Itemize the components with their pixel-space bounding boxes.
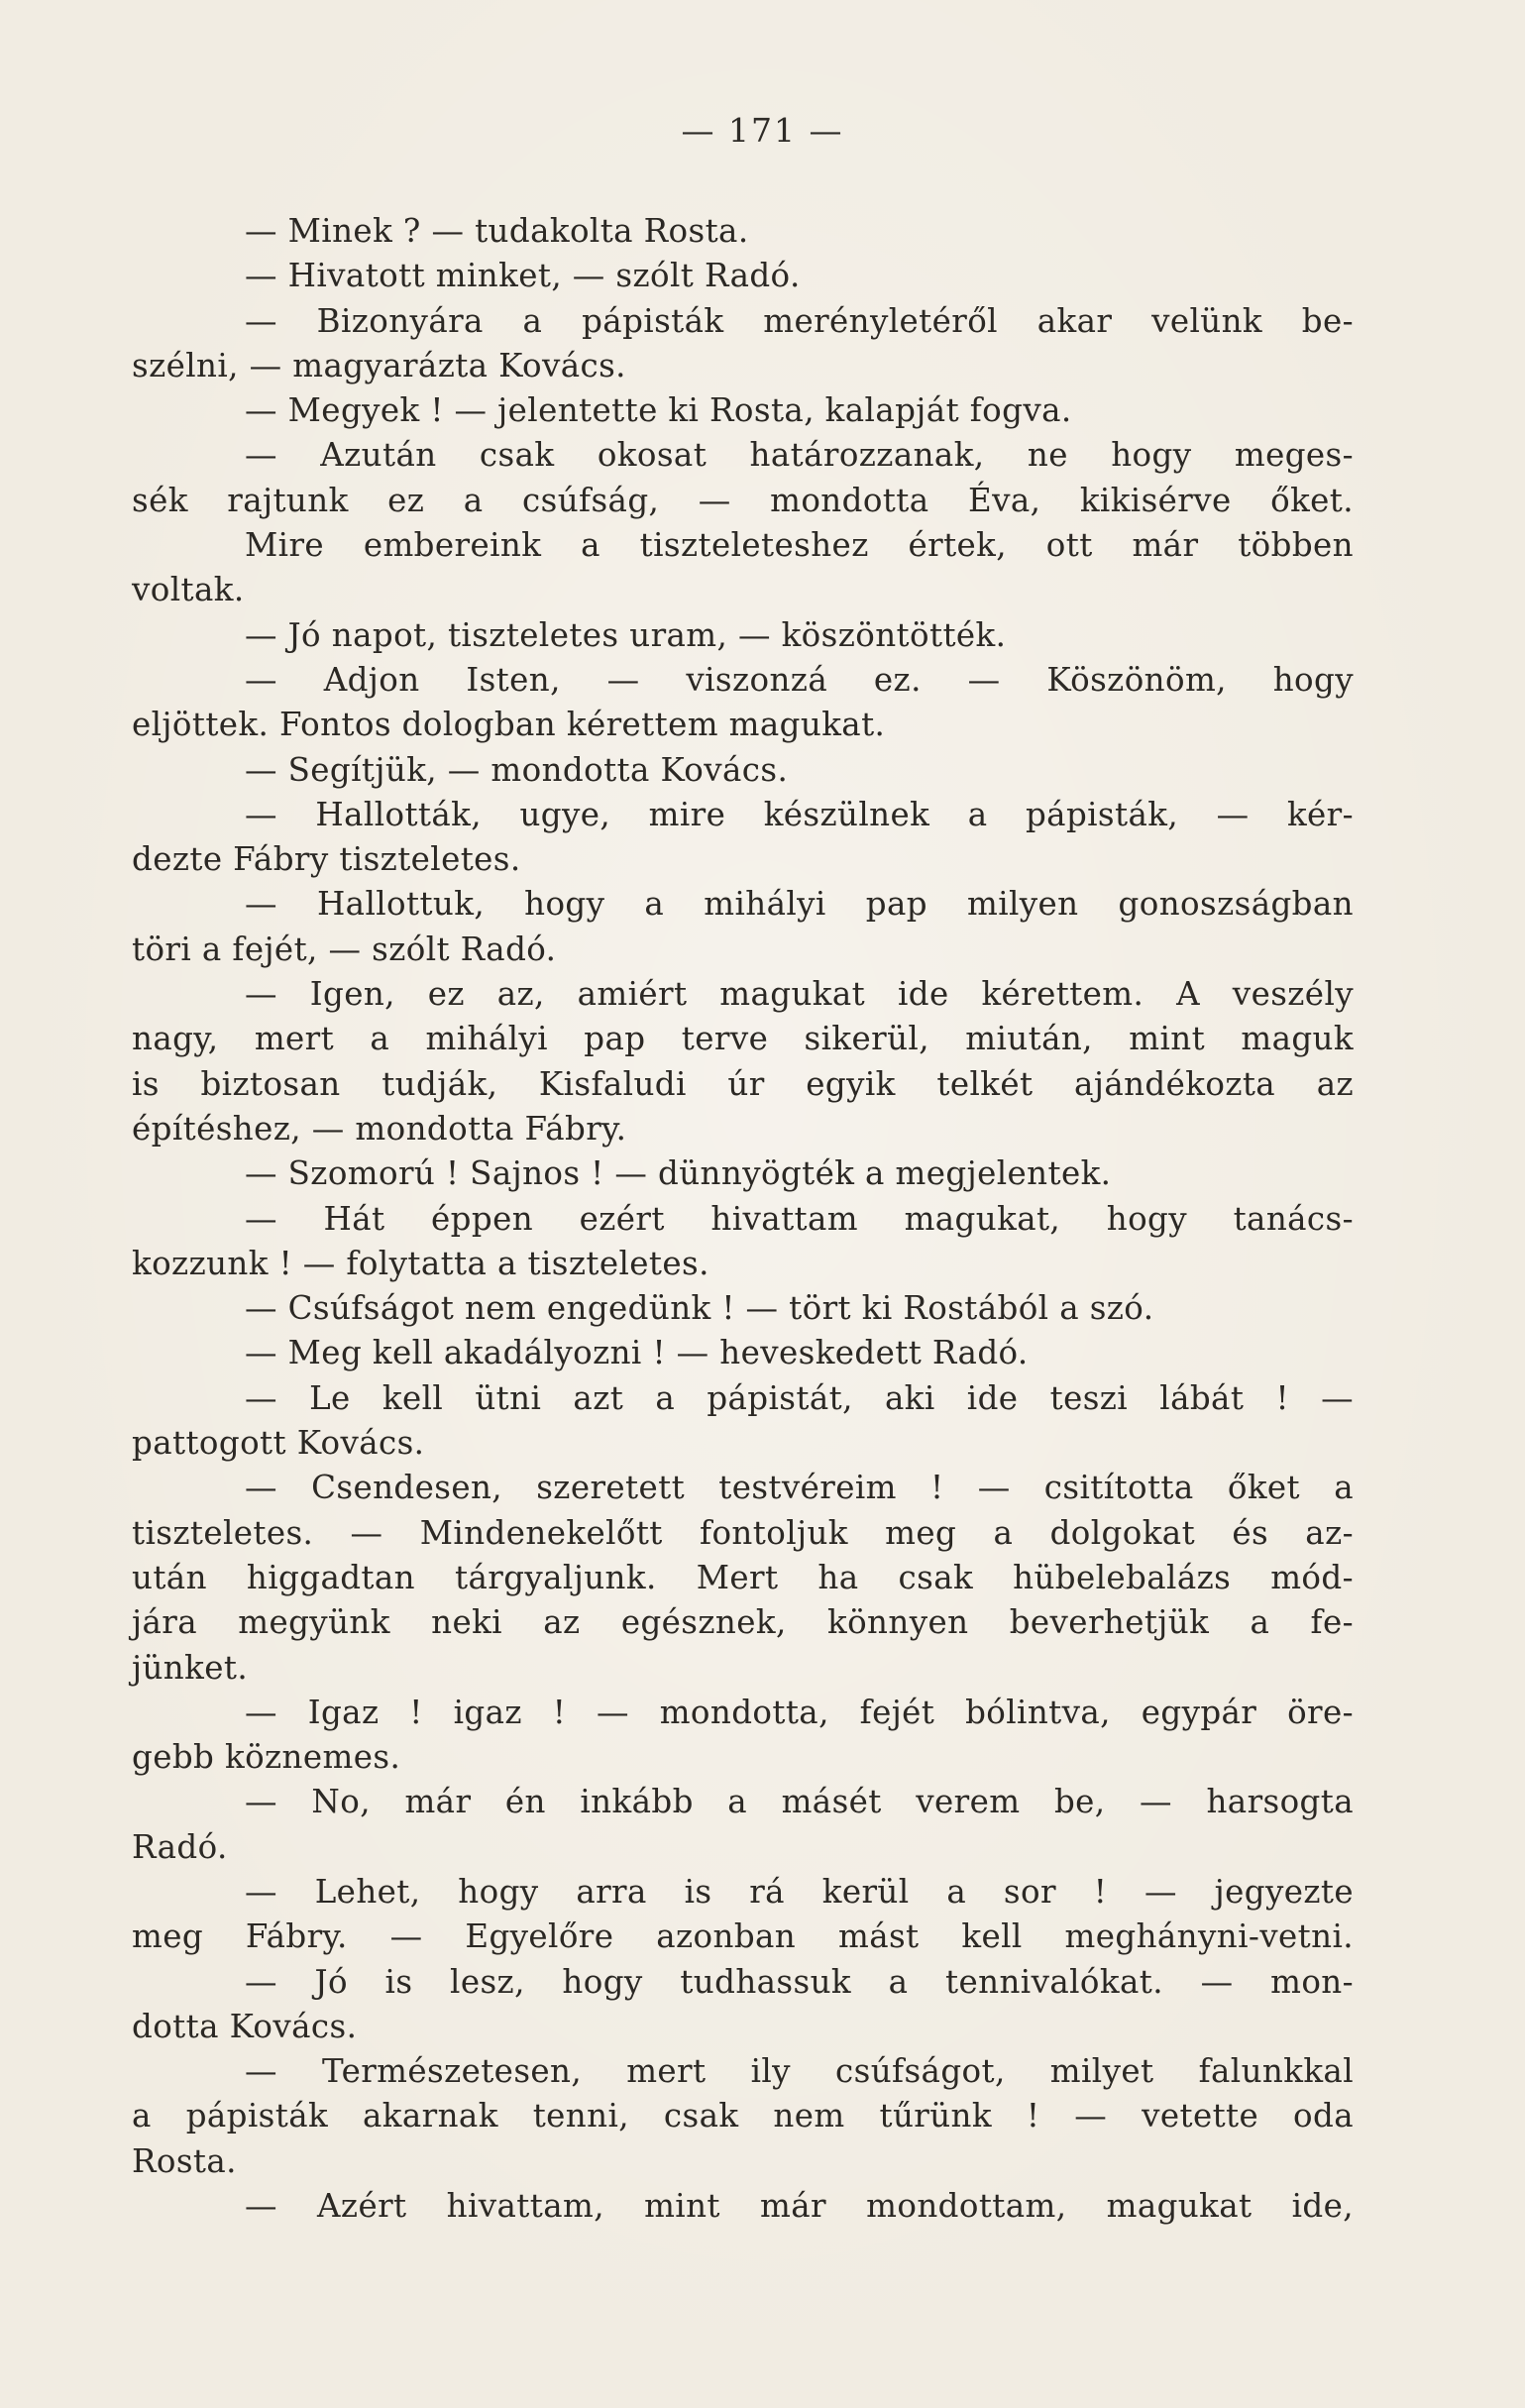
text-line: tiszteletes. — Mindenekelőtt fontoljuk meg a dolgokat és az- [132,1513,1354,1552]
text-line: voltak. [132,571,245,609]
text-line: — Lehet, hogy arra is rá kerül a sor ! — jegyezte [245,1872,1354,1911]
text-line: jára megyünk neki az egésznek, könnyen beverhetjük a fe- [132,1603,1354,1642]
text-line: a pápisták akarnak tenni, csak nem tűrünk ! — vetette oda [132,2097,1354,2135]
text-line: — Szomorú ! Sajnos ! — dünnyögték a megjelentek. [245,1154,1112,1193]
text-line: — Csendesen, szeretett testvéreim ! — csitította őket a [245,1469,1354,1507]
text-line: Radó. [132,1827,228,1866]
text-line: — Hivatott minket, — szólt Radó. [245,257,801,295]
text-line: — Jó napot, tiszteletes uram, — köszöntötték. [245,615,1007,654]
text-line: pattogott Kovács. [132,1424,425,1463]
text-line: — Le kell ütni azt a pápistát, aki ide teszi lábát ! — [245,1378,1354,1417]
text-line: — Megyek ! — jelentette ki Rosta, kalapját fogva. [245,391,1072,430]
body-text [132,209,1354,2229]
text-line: — Adjon Isten, — viszonzá ez. — Köszönöm, hogy [245,660,1354,699]
page-number: — 171 — [681,111,844,150]
text-line: töri a fejét, — szólt Radó. [132,930,557,968]
text-line: eljöttek. Fontos dologban kérettem magukat. [132,706,886,744]
text-line: — Meg kell akadályozni ! — heveskedett Radó. [245,1334,1029,1372]
text-line: — Jó is lesz, hogy tudhassuk a tennivalókat. — mon- [245,1962,1354,2001]
text-line: Mire embereink a tiszteleteshez értek, ott már többen [245,526,1354,565]
text-line: szélni, — magyarázta Kovács. [132,346,626,384]
text-line: gebb köznemes. [132,1738,401,1777]
text-line: — Igaz ! igaz ! — mondotta, fejét bólintva, egypár öre- [245,1693,1354,1731]
text-line: — Azért hivattam, mint már mondottam, magukat ide, [245,2187,1354,2226]
text-line: — Természetesen, mert ily csúfságot, milyet falunkkal [245,2052,1354,2091]
text-line: — Hallottuk, hogy a mihályi pap milyen gonoszságban [245,885,1354,924]
text-line: kozzunk ! — folytatta a tiszteletes. [132,1244,709,1282]
text-line: dezte Fábry tiszteletes. [132,840,521,879]
text-line: — No, már én inkább a másét verem be, — harsogta [245,1783,1354,1821]
text-line: — Igen, ez az, amiért magukat ide kérettem. A veszély [245,975,1354,1014]
text-line: meg Fábry. — Egyelőre azonban mást kell meghányni-vetni. [132,1917,1354,1956]
text-line: Rosta. [132,2141,237,2180]
text-line: is biztosan tudják, Kisfaludi úr egyik telkét ajándékozta az [132,1064,1354,1103]
text-line: sék rajtunk ez a csúfság, — mondotta Éva, kikisérve őket. [132,481,1354,519]
text-line: építéshez, — mondotta Fábry. [132,1109,627,1148]
text-line: — Minek ? — tudakolta Rosta. [245,212,749,250]
text-line: dotta Kovács. [132,2007,358,2045]
text-line: — Bizonyára a pápisták merényletéről akar velünk be- [245,301,1354,340]
text-line: — Azután csak okosat határozzanak, ne hogy meges- [245,436,1354,475]
text-line: — Hát éppen ezért hivattam magukat, hogy tanács- [245,1199,1354,1238]
text-line: — Csúfságot nem engedünk ! — tört ki Rostából a szó. [245,1289,1154,1328]
text-line: — Hallották, ugye, mire készülnek a pápisták, — kér- [245,795,1354,833]
text-line: jünket. [132,1648,249,1687]
text-line: nagy, mert a mihályi pap terve sikerül, miután, mint maguk [132,1020,1354,1058]
text-line: — Segítjük, — mondotta Kovács. [245,750,789,789]
text-line: után higgadtan tárgyaljunk. Mert ha csak hübelebalázs mód- [132,1558,1354,1596]
